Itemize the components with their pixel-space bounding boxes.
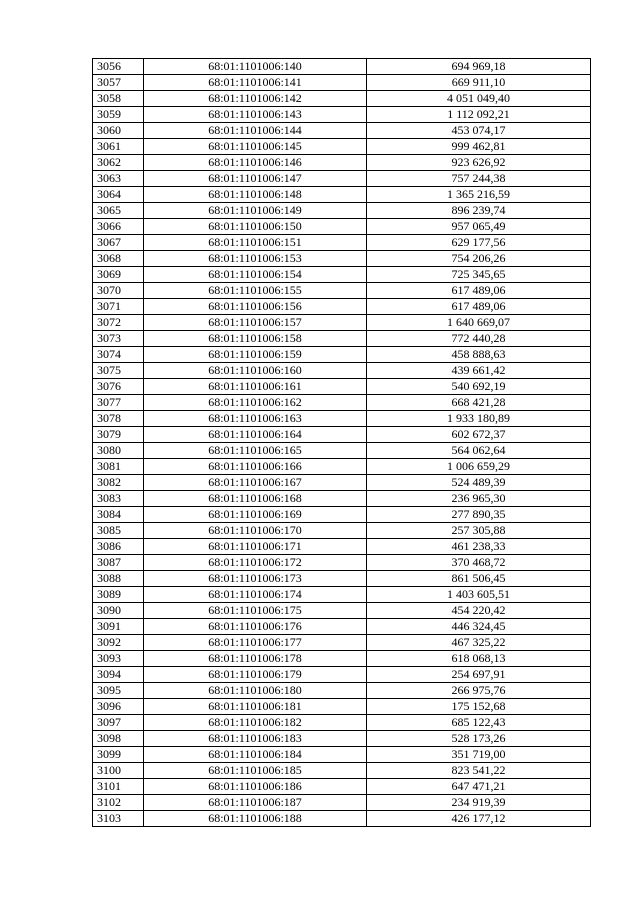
cadastral-value-table (92, 58, 591, 827)
cadastral-value-cell: 439 661,42 (367, 363, 591, 379)
cadastral-value-cell: 1 933 180,89 (367, 411, 591, 427)
table-row (93, 251, 591, 267)
row-number-cell: 3097 (93, 715, 144, 731)
table-row (93, 763, 591, 779)
table-row (93, 747, 591, 763)
row-number-cell: 3085 (93, 523, 144, 539)
row-number-cell: 3086 (93, 539, 144, 555)
table-row (93, 171, 591, 187)
table-row (93, 619, 591, 635)
cadastral-number-cell: 68:01:1101006:149 (144, 203, 367, 219)
cadastral-number-cell: 68:01:1101006:166 (144, 459, 367, 475)
cadastral-value-cell: 823 541,22 (367, 763, 591, 779)
cadastral-value-cell: 629 177,56 (367, 235, 591, 251)
row-number-cell: 3092 (93, 635, 144, 651)
cadastral-number-cell: 68:01:1101006:170 (144, 523, 367, 539)
cadastral-number-cell: 68:01:1101006:176 (144, 619, 367, 635)
cadastral-value-cell: 175 152,68 (367, 699, 591, 715)
cadastral-number-cell: 68:01:1101006:165 (144, 443, 367, 459)
cadastral-number-cell: 68:01:1101006:156 (144, 299, 367, 315)
cadastral-value-cell: 454 220,42 (367, 603, 591, 619)
table-row (93, 427, 591, 443)
table-row (93, 491, 591, 507)
table-row (93, 155, 591, 171)
cadastral-number-cell: 68:01:1101006:167 (144, 475, 367, 491)
cadastral-number-cell: 68:01:1101006:188 (144, 811, 367, 827)
row-number-cell: 3056 (93, 59, 144, 75)
row-number-cell: 3069 (93, 267, 144, 283)
cadastral-number-cell: 68:01:1101006:163 (144, 411, 367, 427)
cadastral-value-cell: 453 074,17 (367, 123, 591, 139)
row-number-cell: 3079 (93, 427, 144, 443)
cadastral-number-cell: 68:01:1101006:141 (144, 75, 367, 91)
cadastral-number-cell: 68:01:1101006:175 (144, 603, 367, 619)
cadastral-value-cell: 669 911,10 (367, 75, 591, 91)
row-number-cell: 3083 (93, 491, 144, 507)
table-row (93, 667, 591, 683)
row-number-cell: 3100 (93, 763, 144, 779)
row-number-cell: 3059 (93, 107, 144, 123)
cadastral-number-cell: 68:01:1101006:187 (144, 795, 367, 811)
table-row (93, 283, 591, 299)
table-row (93, 699, 591, 715)
row-number-cell: 3062 (93, 155, 144, 171)
table-row (93, 779, 591, 795)
cadastral-number-cell: 68:01:1101006:161 (144, 379, 367, 395)
row-number-cell: 3091 (93, 619, 144, 635)
table-row (93, 411, 591, 427)
document-page (92, 58, 590, 827)
cadastral-value-cell: 694 969,18 (367, 59, 591, 75)
cadastral-value-cell: 1 365 216,59 (367, 187, 591, 203)
cadastral-value-cell: 923 626,92 (367, 155, 591, 171)
cadastral-number-cell: 68:01:1101006:151 (144, 235, 367, 251)
row-number-cell: 3093 (93, 651, 144, 667)
cadastral-value-cell: 999 462,81 (367, 139, 591, 155)
table-row (93, 571, 591, 587)
cadastral-value-cell: 1 112 092,21 (367, 107, 591, 123)
table-row (93, 75, 591, 91)
cadastral-value-cell: 467 325,22 (367, 635, 591, 651)
table-row (93, 267, 591, 283)
cadastral-value-cell: 617 489,06 (367, 283, 591, 299)
cadastral-value-cell: 4 051 049,40 (367, 91, 591, 107)
row-number-cell: 3067 (93, 235, 144, 251)
cadastral-value-cell: 725 345,65 (367, 267, 591, 283)
row-number-cell: 3099 (93, 747, 144, 763)
cadastral-value-cell: 254 697,91 (367, 667, 591, 683)
table-row (93, 331, 591, 347)
cadastral-value-cell: 426 177,12 (367, 811, 591, 827)
cadastral-number-cell: 68:01:1101006:171 (144, 539, 367, 555)
table-row (93, 363, 591, 379)
cadastral-value-cell: 236 965,30 (367, 491, 591, 507)
table-row (93, 315, 591, 331)
table-row (93, 91, 591, 107)
cadastral-number-cell: 68:01:1101006:172 (144, 555, 367, 571)
cadastral-number-cell: 68:01:1101006:142 (144, 91, 367, 107)
row-number-cell: 3103 (93, 811, 144, 827)
cadastral-number-cell: 68:01:1101006:168 (144, 491, 367, 507)
cadastral-number-cell: 68:01:1101006:169 (144, 507, 367, 523)
row-number-cell: 3089 (93, 587, 144, 603)
cadastral-number-cell: 68:01:1101006:173 (144, 571, 367, 587)
row-number-cell: 3058 (93, 91, 144, 107)
cadastral-number-cell: 68:01:1101006:159 (144, 347, 367, 363)
table-row (93, 635, 591, 651)
row-number-cell: 3101 (93, 779, 144, 795)
row-number-cell: 3075 (93, 363, 144, 379)
cadastral-number-cell: 68:01:1101006:148 (144, 187, 367, 203)
cadastral-number-cell: 68:01:1101006:153 (144, 251, 367, 267)
table-row (93, 187, 591, 203)
cadastral-number-cell: 68:01:1101006:157 (144, 315, 367, 331)
row-number-cell: 3063 (93, 171, 144, 187)
cadastral-number-cell: 68:01:1101006:145 (144, 139, 367, 155)
table-row (93, 443, 591, 459)
cadastral-number-cell: 68:01:1101006:174 (144, 587, 367, 603)
row-number-cell: 3073 (93, 331, 144, 347)
cadastral-value-cell: 564 062,64 (367, 443, 591, 459)
row-number-cell: 3070 (93, 283, 144, 299)
cadastral-value-cell: 446 324,45 (367, 619, 591, 635)
cadastral-value-cell: 861 506,45 (367, 571, 591, 587)
table-row (93, 379, 591, 395)
table-row (93, 811, 591, 827)
row-number-cell: 3071 (93, 299, 144, 315)
table-row (93, 203, 591, 219)
row-number-cell: 3077 (93, 395, 144, 411)
table-row (93, 683, 591, 699)
cadastral-number-cell: 68:01:1101006:186 (144, 779, 367, 795)
cadastral-number-cell: 68:01:1101006:162 (144, 395, 367, 411)
row-number-cell: 3081 (93, 459, 144, 475)
cadastral-number-cell: 68:01:1101006:183 (144, 731, 367, 747)
table-row (93, 459, 591, 475)
table-row (93, 395, 591, 411)
cadastral-value-cell: 1 006 659,29 (367, 459, 591, 475)
cadastral-value-cell: 458 888,63 (367, 347, 591, 363)
cadastral-value-cell: 540 692,19 (367, 379, 591, 395)
row-number-cell: 3061 (93, 139, 144, 155)
cadastral-value-cell: 757 244,38 (367, 171, 591, 187)
cadastral-value-cell: 602 672,37 (367, 427, 591, 443)
cadastral-number-cell: 68:01:1101006:160 (144, 363, 367, 379)
table-row (93, 107, 591, 123)
cadastral-number-cell: 68:01:1101006:181 (144, 699, 367, 715)
cadastral-number-cell: 68:01:1101006:147 (144, 171, 367, 187)
cadastral-value-cell: 618 068,13 (367, 651, 591, 667)
cadastral-value-cell: 896 239,74 (367, 203, 591, 219)
cadastral-number-cell: 68:01:1101006:158 (144, 331, 367, 347)
cadastral-number-cell: 68:01:1101006:146 (144, 155, 367, 171)
cadastral-value-cell: 277 890,35 (367, 507, 591, 523)
cadastral-number-cell: 68:01:1101006:140 (144, 59, 367, 75)
cadastral-number-cell: 68:01:1101006:144 (144, 123, 367, 139)
cadastral-number-cell: 68:01:1101006:164 (144, 427, 367, 443)
cadastral-value-cell: 528 173,26 (367, 731, 591, 747)
row-number-cell: 3082 (93, 475, 144, 491)
cadastral-value-cell: 668 421,28 (367, 395, 591, 411)
table-row (93, 555, 591, 571)
row-number-cell: 3095 (93, 683, 144, 699)
cadastral-value-cell: 370 468,72 (367, 555, 591, 571)
cadastral-value-cell: 647 471,21 (367, 779, 591, 795)
cadastral-number-cell: 68:01:1101006:180 (144, 683, 367, 699)
cadastral-value-cell: 257 305,88 (367, 523, 591, 539)
cadastral-number-cell: 68:01:1101006:155 (144, 283, 367, 299)
row-number-cell: 3078 (93, 411, 144, 427)
row-number-cell: 3084 (93, 507, 144, 523)
cadastral-number-cell: 68:01:1101006:150 (144, 219, 367, 235)
table-row (93, 475, 591, 491)
row-number-cell: 3094 (93, 667, 144, 683)
cadastral-value-cell: 754 206,26 (367, 251, 591, 267)
row-number-cell: 3096 (93, 699, 144, 715)
cadastral-number-cell: 68:01:1101006:143 (144, 107, 367, 123)
table-row (93, 123, 591, 139)
row-number-cell: 3064 (93, 187, 144, 203)
row-number-cell: 3080 (93, 443, 144, 459)
row-number-cell: 3090 (93, 603, 144, 619)
table-row (93, 651, 591, 667)
table-row (93, 587, 591, 603)
table-body (93, 59, 591, 827)
cadastral-value-cell: 617 489,06 (367, 299, 591, 315)
cadastral-number-cell: 68:01:1101006:154 (144, 267, 367, 283)
cadastral-value-cell: 234 919,39 (367, 795, 591, 811)
cadastral-value-cell: 351 719,00 (367, 747, 591, 763)
cadastral-number-cell: 68:01:1101006:184 (144, 747, 367, 763)
row-number-cell: 3072 (93, 315, 144, 331)
cadastral-number-cell: 68:01:1101006:185 (144, 763, 367, 779)
cadastral-value-cell: 957 065,49 (367, 219, 591, 235)
table-row (93, 139, 591, 155)
row-number-cell: 3060 (93, 123, 144, 139)
row-number-cell: 3074 (93, 347, 144, 363)
table-row (93, 731, 591, 747)
row-number-cell: 3087 (93, 555, 144, 571)
cadastral-number-cell: 68:01:1101006:177 (144, 635, 367, 651)
table-row (93, 347, 591, 363)
row-number-cell: 3098 (93, 731, 144, 747)
row-number-cell: 3102 (93, 795, 144, 811)
table-row (93, 235, 591, 251)
cadastral-value-cell: 772 440,28 (367, 331, 591, 347)
row-number-cell: 3088 (93, 571, 144, 587)
row-number-cell: 3068 (93, 251, 144, 267)
row-number-cell: 3057 (93, 75, 144, 91)
table-row (93, 603, 591, 619)
row-number-cell: 3076 (93, 379, 144, 395)
cadastral-value-cell: 1 403 605,51 (367, 587, 591, 603)
table-row (93, 507, 591, 523)
table-row (93, 795, 591, 811)
cadastral-value-cell: 1 640 669,07 (367, 315, 591, 331)
table-row (93, 523, 591, 539)
table-row (93, 539, 591, 555)
cadastral-number-cell: 68:01:1101006:179 (144, 667, 367, 683)
cadastral-value-cell: 461 238,33 (367, 539, 591, 555)
row-number-cell: 3066 (93, 219, 144, 235)
cadastral-value-cell: 524 489,39 (367, 475, 591, 491)
cadastral-number-cell: 68:01:1101006:182 (144, 715, 367, 731)
table-row (93, 219, 591, 235)
table-row (93, 715, 591, 731)
cadastral-value-cell: 685 122,43 (367, 715, 591, 731)
cadastral-number-cell: 68:01:1101006:178 (144, 651, 367, 667)
table-row (93, 59, 591, 75)
row-number-cell: 3065 (93, 203, 144, 219)
cadastral-value-cell: 266 975,76 (367, 683, 591, 699)
table-row (93, 299, 591, 315)
